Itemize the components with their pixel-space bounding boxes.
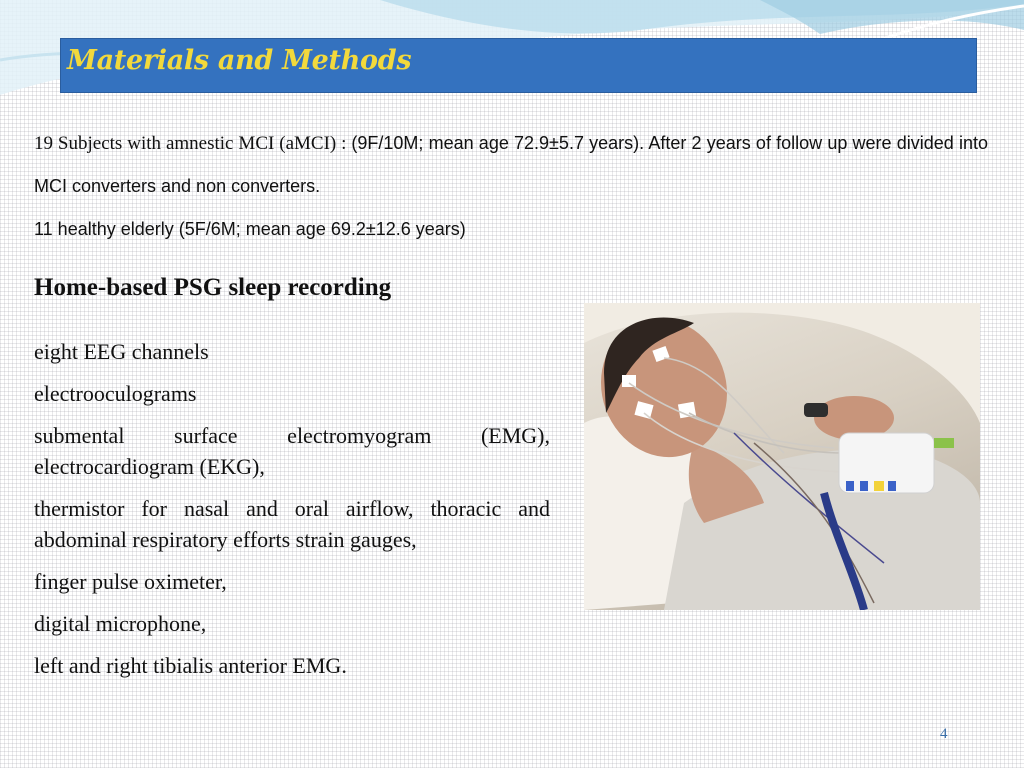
list-item: electrooculograms [34,381,197,406]
title-bar [60,38,977,93]
list-item: digital microphone, [34,611,207,636]
intro-paragraph [34,122,988,207]
page-number: 4 [940,726,948,742]
methods-list [34,336,550,692]
intro-details: (9F/10M; mean age 72.9±5.7 years). After 2 years of follow up were divided into MCI converters and non converters. [34,133,988,196]
list-item: finger pulse oximeter, [34,569,227,594]
list-item: left and right tibialis anterior EMG. [34,653,347,678]
list-item: thermistor for nasal and oral airflow, thoracic and abdominal respiratory efforts strain gauges, [34,496,550,552]
intro-subjects: 19 Subjects with amnestic MCI (aMCI) : [34,133,352,154]
healthy-controls-line: 11 healthy elderly (5F/6M; mean age 69.2±12.6 years) [34,219,466,239]
section-heading: Home-based PSG sleep recording [34,274,392,301]
slide-title: Materials and Methods [67,45,412,76]
list-item: eight EEG channels [34,339,209,364]
list-item: submental surface electromyogram (EMG), electrocardiogram (EKG), [34,423,550,479]
sleeping-patient-photo [584,303,980,610]
